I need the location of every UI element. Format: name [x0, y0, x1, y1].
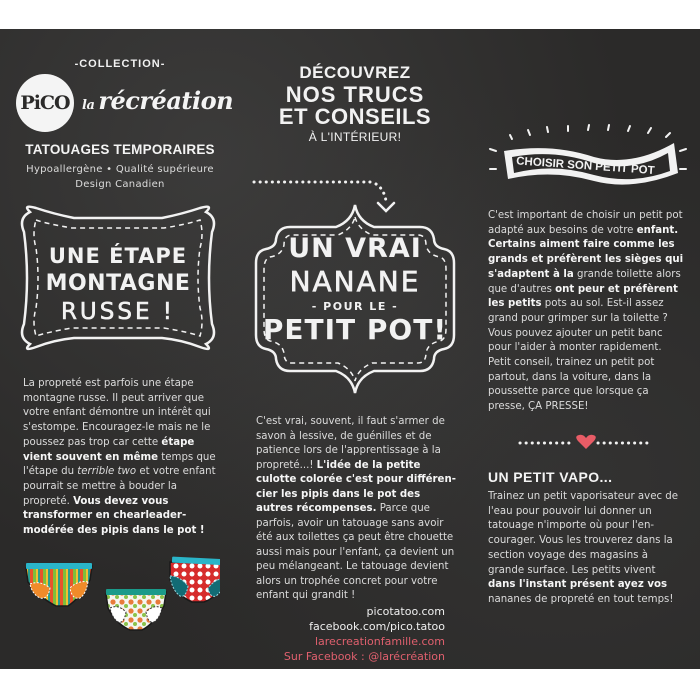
ornate-frame-icon: [248, 199, 462, 399]
headline-line-1: UNE ÉTAPE: [48, 244, 188, 268]
dotted-underwear-icon: [106, 589, 166, 630]
middle-panel: [240, 29, 470, 669]
striped-underwear-icon: [26, 563, 92, 606]
polka-underwear-icon: [170, 557, 220, 602]
body-text-run: et votre enfant pourrait se mettre à bouder la propreté.: [23, 466, 216, 507]
wordmark-text: récréation: [98, 86, 234, 115]
left-body-text: [23, 377, 223, 539]
body-text-run: La propreté est parfois une étape montagne russe. Il peut arriver que votre enfant démontre un intérêt qui s'estompe. Encouragez-le mais ne le poussez pas trop car cette: [23, 378, 211, 448]
body-text-bold: L'idée de la petite culotte colorée c'est pour différen-cier les pipis dans le pot des autres récompenses.: [256, 459, 456, 514]
banner-text: CHOISIR SON PETIT POT: [515, 155, 655, 178]
underwear-icons: [20, 554, 220, 634]
teaser-line-3: ET CONSEILS: [278, 104, 432, 129]
body-text-bold: étape vient souvent en même: [23, 436, 195, 463]
vapo-body-text: [488, 490, 684, 608]
chalkboard-brochure: [0, 29, 700, 669]
underwear-illustration: [20, 554, 220, 634]
heart-icon: [576, 435, 596, 449]
brand-logo: [16, 74, 236, 134]
body-text-run: pots au sol. Est-il assez grand pour grimper sur la toilette ? Vous pouvez ajouter un petit banc pour l'aider à monter rapidement. Petit conseil, trainez un petit pot partout, dans la voiture, dans la poussette parce que lorsque ça presse, ÇA PRESSE!: [488, 298, 668, 413]
headline-line-2: NANANE: [289, 265, 421, 298]
origin-line: Design Canadien: [75, 179, 165, 190]
section-title-vapo: UN PETIT VAPO...: [488, 469, 613, 485]
body-text-run: Trainez un petit vaporisateur avec de l'eau pour pouvoir lui donner un tatouage n'importe où pour l'en-courager. Vous les trouverez dans la section voyage des magasins à grande surface. Les petits vivent: [488, 491, 679, 576]
pico-links: [240, 604, 445, 634]
collection-label: -COLLECTION-: [74, 58, 166, 70]
pico-logo-circle: PiCO: [16, 74, 74, 132]
body-text-bold: enfant. Certains aiment faire comme les grands et préfèrent les sièges qui s'adaptent à la: [488, 224, 684, 280]
teaser-line-4: À L'INTÉRIEUR!: [308, 130, 402, 144]
recreation-website-link[interactable]: larecreationfamille.com: [314, 635, 445, 648]
body-text-run: C'est vrai, souvent, il faut s'armer de savon à lessive, de guénilles et de patience lors de l'apprentissage à la propreté...!: [256, 416, 445, 471]
ribbon-banner: [482, 117, 692, 197]
pico-website-link[interactable]: picotatoo.com: [366, 605, 445, 618]
body-text-bold: Vous devez vous transformer en chearleader-modérée des pipis dans le pot !: [23, 495, 205, 537]
wordmark-prefix: la: [82, 98, 95, 113]
body-text-bold: ont peur et préfèrent les petits: [488, 283, 678, 310]
teaser-heading: [240, 63, 470, 144]
recreation-links: [240, 634, 445, 664]
middle-body-text: [256, 415, 456, 604]
heart-divider: [516, 434, 656, 450]
teaser-line-2: NOS TRUCS: [285, 82, 425, 107]
headline-frame-left: [14, 204, 222, 351]
body-text-italic: terrible two: [77, 466, 137, 478]
body-text-run: C'est important de choisir un petit pot adapté aux besoins de votre: [488, 210, 683, 236]
body-text-run: Parce que parfois, avoir un tatouage sans avoir été aux toilettes ça peut être chouette aussi mais pour l'enfant, ça devient un peu mélangeant. Le tatouage devient alors un trophée concret pour votre enfant qui grandit !: [256, 503, 455, 601]
headline-line-3: - POUR LE -: [311, 300, 399, 313]
headline-line-3: RUSSE !: [60, 299, 176, 325]
recreation-facebook-link[interactable]: Sur Facebook : @larécréation: [283, 650, 445, 663]
headline-line-1: UN VRAI: [288, 233, 422, 264]
features-line: Hypoallergène • Qualité supérieure: [26, 164, 214, 175]
right-panel: [470, 29, 700, 669]
body-text-run: nananes de propreté en tout temps!: [488, 593, 674, 605]
teaser-line-1: DÉCOUVREZ: [299, 63, 411, 82]
body-text-bold: dans l'instant présent ayez vos: [488, 579, 668, 591]
la-recreation-wordmark: [82, 86, 233, 115]
pico-facebook-link[interactable]: facebook.com/pico.tatoo: [309, 620, 445, 633]
product-title: TATOUAGES TEMPORAIRES: [25, 142, 215, 157]
body-text-run: temps que l'étape du: [23, 451, 216, 478]
headline-line-2: MONTAGNE: [45, 271, 191, 296]
body-text-run: grande toilette alors que d'autres: [488, 268, 681, 295]
headline-line-4: PETIT POT!: [262, 313, 448, 346]
left-panel: [0, 29, 240, 669]
right-body-text: [488, 209, 684, 415]
headline-frame-middle: [248, 199, 462, 399]
